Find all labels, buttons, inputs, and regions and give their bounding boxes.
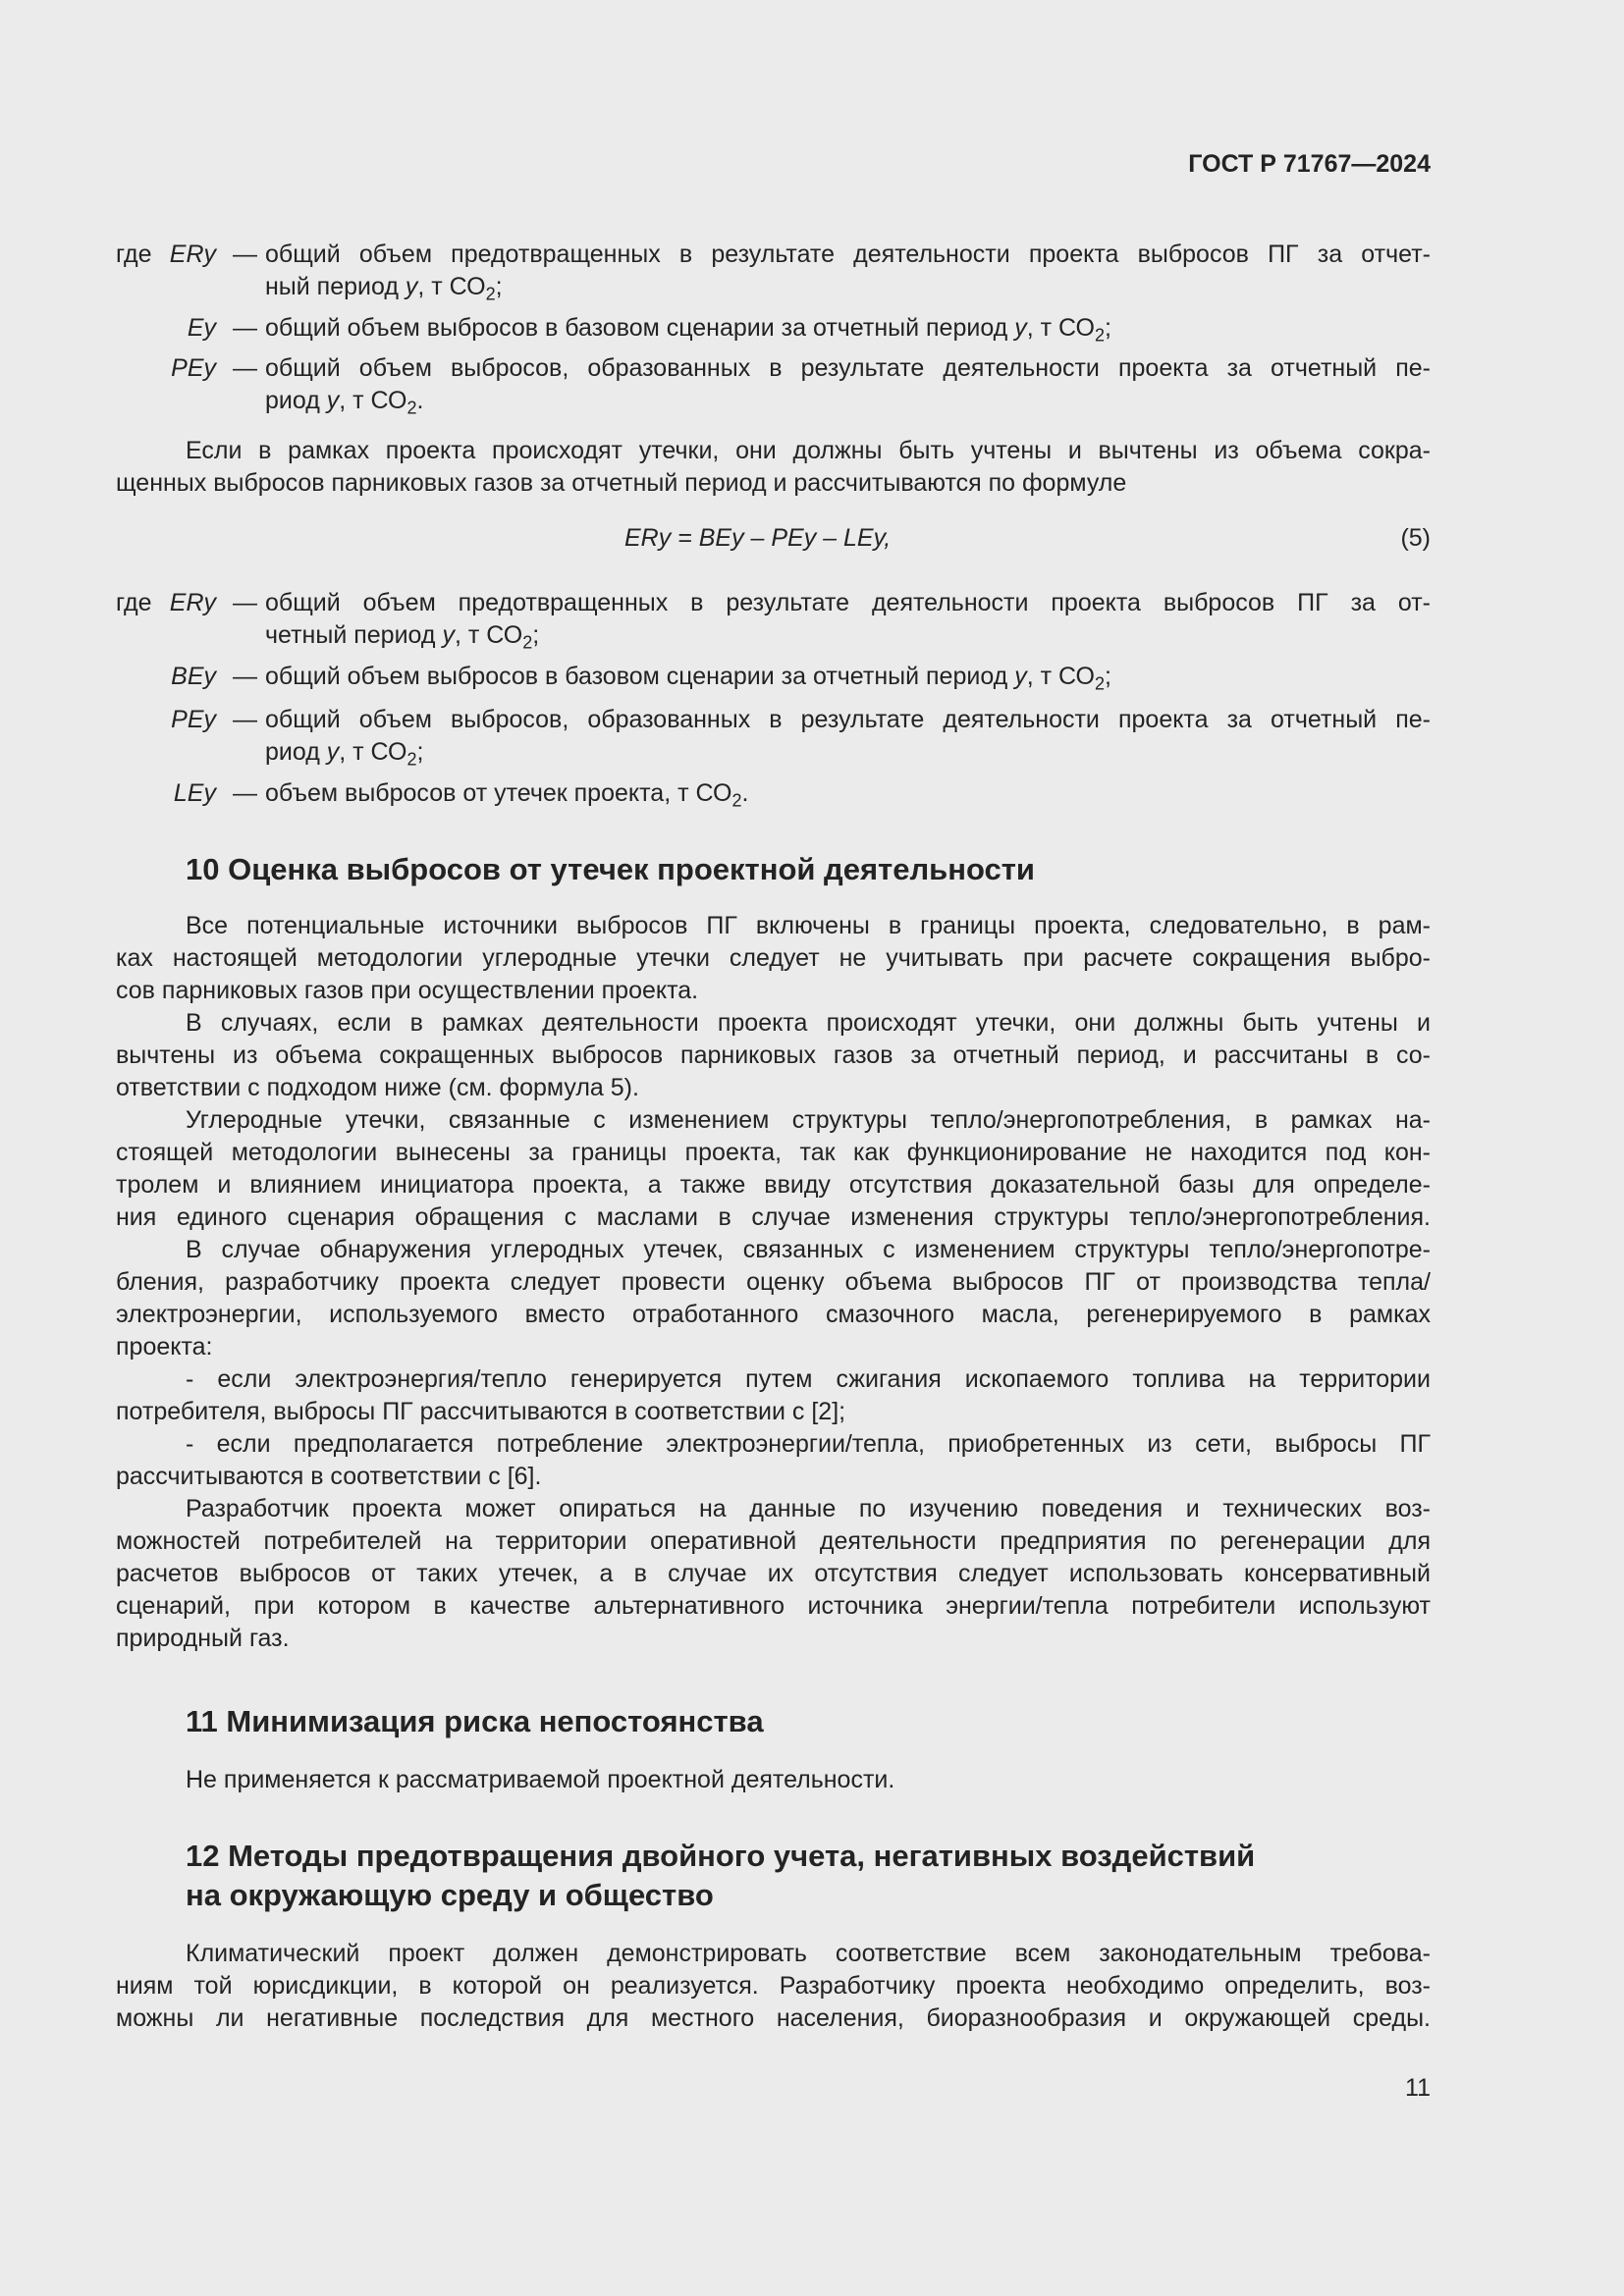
text-line: вычтены из объема сокращенных выбросов парниковых газов за отчетный период, и рассчитаны в со- xyxy=(116,1041,1431,1069)
text-line: природный газ. xyxy=(116,1625,290,1652)
text-line: сценарий, при котором в качестве альтернативного источника энергии/тепла потребители используют xyxy=(116,1592,1431,1620)
definition-term: LEy xyxy=(173,779,216,807)
text-line: проекта: xyxy=(116,1333,213,1361)
text-line: Все потенциальные источники выбросов ПГ включены в границы проекта, следовательно, в рам- xyxy=(186,912,1431,939)
document-code-header: ГОСТ Р 71767—2024 xyxy=(1188,150,1431,178)
definition-text: общий объем выбросов в базовом сценарии за отчетный период y, т $СО_2$; xyxy=(265,663,1111,694)
definitions-lead: где xyxy=(116,589,152,616)
formula: ERy = BEy – PEy – LEy, xyxy=(624,524,892,552)
text-line: электроэнергии, используемого вместо отработанного смазочного масла, регенерируемого в рамках xyxy=(116,1301,1431,1328)
section-12-body xyxy=(116,1938,1431,2035)
definitions-lead: где xyxy=(116,240,152,268)
definition-dash: — xyxy=(233,354,257,382)
list-item-line: - если предполагается потребление электроэнергии/тепла, приобретенных из сети, выбросы ПГ xyxy=(186,1430,1431,1458)
text-line: ках настоящей методологии углеродные утечки следует не учитывать при расчете сокращения выбро- xyxy=(116,944,1431,972)
definition-text-cont: риод y, т $СО_2$. xyxy=(265,387,424,418)
definition-text: объем выбросов от утечек проекта, т $СО_2$. xyxy=(265,779,749,811)
definition-term: ERy xyxy=(169,240,216,268)
definition-dash: — xyxy=(233,240,257,268)
section-11-heading: 11 Минимизация риска непостоянства xyxy=(186,1704,764,1738)
definition-text-cont: четный период y, т $СО_2$; xyxy=(265,621,540,653)
section-12-heading: 12 Методы предотвращения двойного учета, негативных воздействий xyxy=(186,1839,1256,1873)
definition-text: общий объем предотвращенных в результате деятельности проекта выбросов ПГ за от- xyxy=(265,589,1431,616)
list-item-line: - если электроэнергия/тепло генерируется путем сжигания ископаемого топлива на территории xyxy=(186,1365,1431,1393)
section-12-heading-cont: на окружающую среду и общество xyxy=(186,1878,714,1912)
section-10-heading: 10 Оценка выбросов от утечек проектной деятельности xyxy=(186,852,1035,886)
definition-text: общий объем выбросов в базовом сценарии за отчетный период y, т $СО_2$; xyxy=(265,314,1111,346)
definition-text-cont: ный период y, т $СО_2$; xyxy=(265,273,503,304)
list-item-line: потребителя, выбросы ПГ рассчитываются в соответствии с [2]; xyxy=(116,1398,846,1425)
text-line: можны ли негативные последствия для местного населения, биоразнообразия и окружающей среды. xyxy=(116,2004,1431,2032)
text-line: Углеродные утечки, связанные с изменением структуры тепло/энергопотребления, в рамках на- xyxy=(186,1106,1431,1134)
definition-term: PEy xyxy=(171,354,216,382)
definition-term: Ey xyxy=(187,314,216,342)
text-line: Климатический проект должен демонстрировать соответствие всем законодательным требова- xyxy=(186,1940,1431,1967)
paragraph-cont: щенных выбросов парниковых газов за отчетный период и рассчитываются по формуле xyxy=(116,469,1127,497)
page-number: 11 xyxy=(1405,2074,1431,2102)
paragraph: Если в рамках проекта происходят утечки, они должны быть учтены и вычтены из объема сокра- xyxy=(186,437,1431,464)
definition-text: общий объем выбросов, образованных в результате деятельности проекта за отчетный пе- xyxy=(265,354,1431,382)
text-line: ния единого сценария обращения с маслами в случае изменения структуры тепло/энергопотребления. xyxy=(116,1203,1431,1231)
definition-dash: — xyxy=(233,706,257,733)
text-line: Разработчик проекта может опираться на данные по изучению поведения и технических воз- xyxy=(186,1495,1431,1522)
section-10-body xyxy=(116,910,1431,1655)
definition-term: PEy xyxy=(171,706,216,733)
text-line: В случаях, если в рамках деятельности проекта происходят утечки, они должны быть учтены и xyxy=(186,1009,1431,1037)
text-line: ответствии с подходом ниже (см. формула 5). xyxy=(116,1074,639,1101)
definition-dash: — xyxy=(233,663,257,690)
definition-text-cont: риод y, т $СО_2$; xyxy=(265,738,424,770)
definition-dash: — xyxy=(233,589,257,616)
text-line: стоящей методологии вынесены за границы проекта, так как функционирование не находится под кон- xyxy=(116,1139,1431,1166)
text-line: сов парниковых газов при осуществлении проекта. xyxy=(116,977,699,1004)
text-line: ниям той юрисдикции, в которой он реализуется. Разработчику проекта необходимо определить, воз- xyxy=(116,1972,1431,2000)
text-line: можностей потребителей на территории оперативной деятельности предприятия по регенерации для xyxy=(116,1527,1431,1555)
text-line: расчетов выбросов от таких утечек, а в случае их отсутствия следует использовать консервативный xyxy=(116,1560,1431,1587)
definition-term: BEy xyxy=(171,663,216,690)
text-line: бления, разработчику проекта следует провести оценку объема выбросов ПГ от производства тепла/ xyxy=(116,1268,1431,1296)
text-line: тролем и влиянием инициатора проекта, а также ввиду отсутствия доказательной базы для определе- xyxy=(116,1171,1431,1199)
list-item-line: рассчитываются в соответствии с [6]. xyxy=(116,1463,542,1490)
definition-dash: — xyxy=(233,314,257,342)
section-11-text: Не применяется к рассматриваемой проектной деятельности. xyxy=(186,1766,895,1793)
text-line: В случае обнаружения углеродных утечек, связанных с изменением структуры тепло/энергопотре- xyxy=(186,1236,1431,1263)
formula-number: (5) xyxy=(1400,524,1431,552)
definition-term: ERy xyxy=(169,589,216,616)
definition-text: общий объем выбросов, образованных в результате деятельности проекта за отчетный пе- xyxy=(265,706,1431,733)
definition-dash: — xyxy=(233,779,257,807)
definition-text: общий объем предотвращенных в результате деятельности проекта выбросов ПГ за отчет- xyxy=(265,240,1431,268)
